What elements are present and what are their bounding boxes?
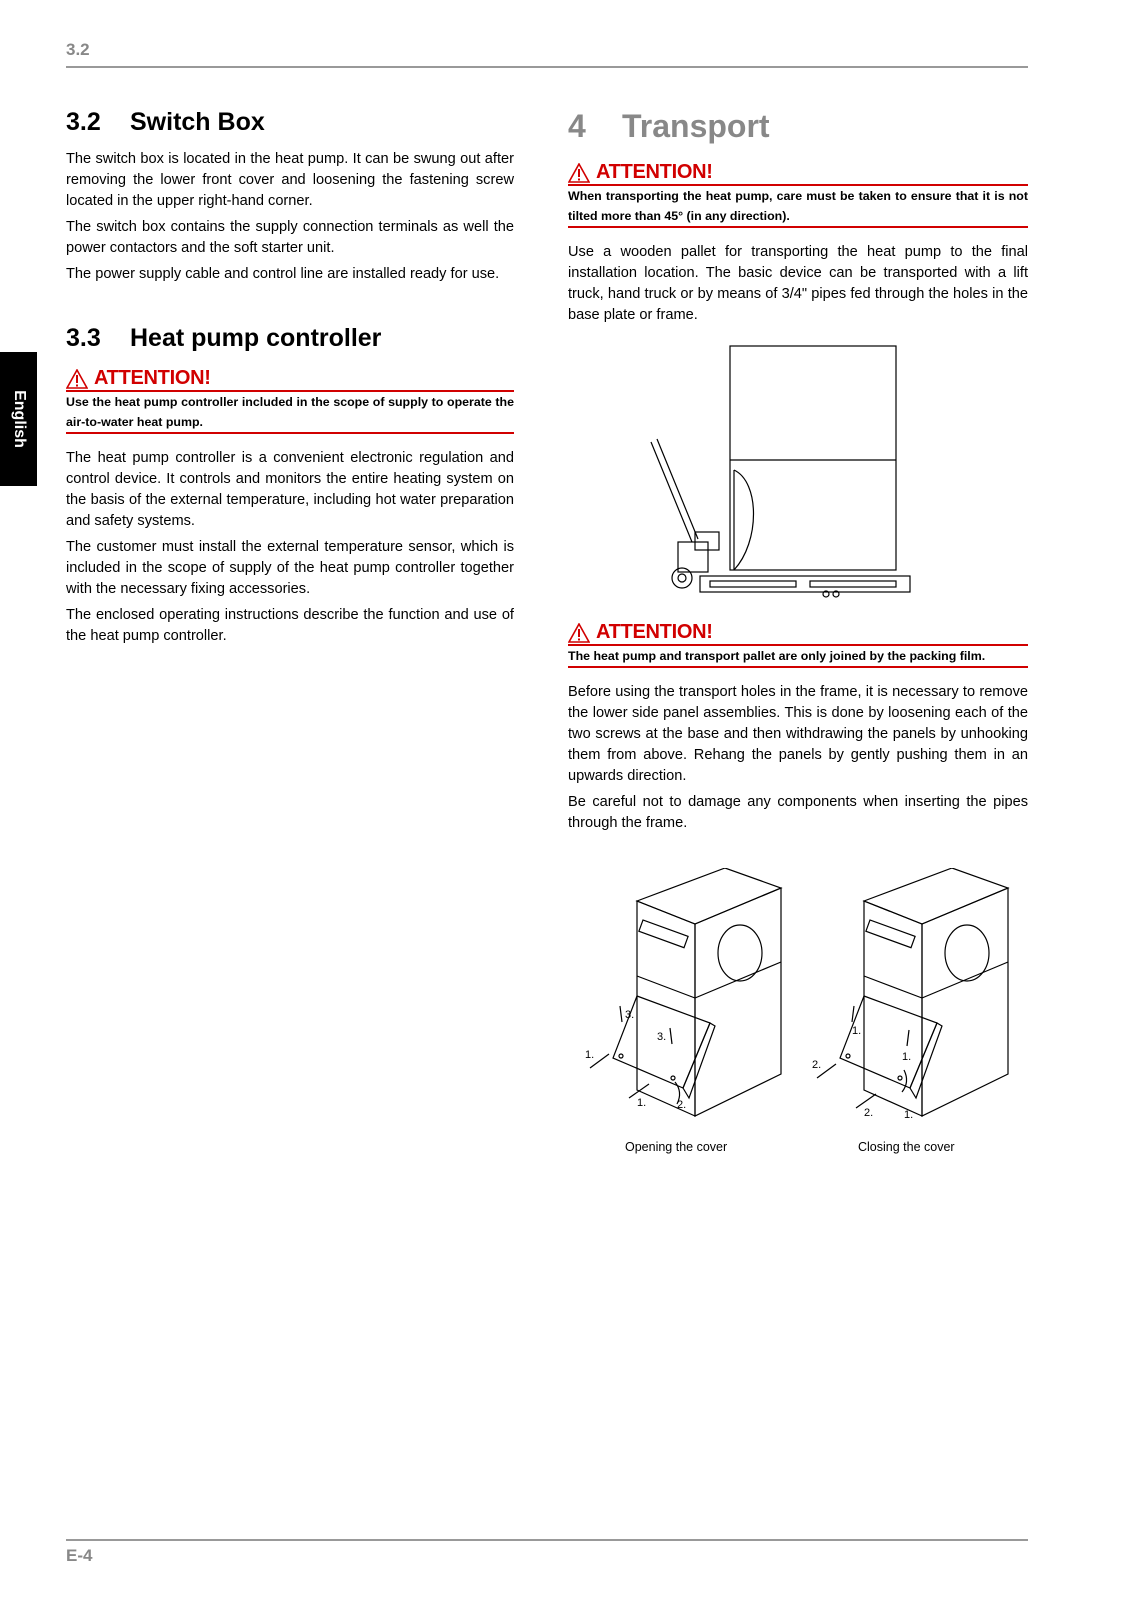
attention-label: ATTENTION! <box>596 621 713 643</box>
step-label: 1. <box>585 1049 595 1061</box>
footer-page-number: E-4 <box>66 1546 93 1565</box>
attention-box <box>66 367 514 434</box>
paragraph: The power supply cable and control line are installed ready for use. <box>66 266 500 282</box>
right-column <box>568 108 1028 331</box>
attention-box <box>568 161 1028 228</box>
step-label: 2. <box>812 1059 822 1071</box>
left-column-3-3 <box>66 324 514 652</box>
step-label: 1. <box>904 1109 914 1121</box>
closing-cover-illustration <box>812 868 1012 1128</box>
paragraph: The switch box is located in the heat pump. It can be swung out after removing the lower front cover and loosening the fastening screw located in the upper right-hand corner. <box>66 151 514 209</box>
attention-text: Use the heat pump controller included in the scope of supply to operate the air-to-water heat pump. <box>66 395 514 429</box>
section-4-heading <box>568 108 1028 145</box>
footer-rule <box>66 1539 1028 1541</box>
paragraph: The switch box contains the supply connection terminals as well the power contactors and the soft starter unit. <box>66 219 514 256</box>
paragraph: The heat pump controller is a convenient electronic regulation and control device. It controls and monitors the entire heating system on the basis of the external temperature, including hot water preparation and safety systems. <box>66 450 514 529</box>
attention-text: When transporting the heat pump, care must be taken to ensure that it is not tilted more than 45° (in any direction). <box>568 189 1028 223</box>
paragraph: Use a wooden pallet for transporting the heat pump to the final installation location. The basic device can be transported with a lift truck, hand truck or by means of 3/4" pipes fed through the holes in the base plate or frame. <box>568 244 1028 323</box>
step-label: 1. <box>637 1097 647 1109</box>
section-number: 3.3 <box>66 324 101 352</box>
warning-icon <box>568 163 590 183</box>
header-section-number: 3.2 <box>66 40 90 59</box>
language-tab[interactable] <box>0 352 37 486</box>
right-column-lower <box>568 621 1028 839</box>
attention-label: ATTENTION! <box>94 367 211 389</box>
section-title: Switch Box <box>130 108 265 136</box>
step-label: 1. <box>902 1051 912 1063</box>
attention-text: The heat pump and transport pallet are only joined by the packing film. <box>568 649 986 663</box>
section-number: 3.2 <box>66 108 101 136</box>
attention-header <box>66 367 514 390</box>
section-number: 4 <box>568 108 586 144</box>
paragraph: The customer must install the external temperature sensor, which is included in the scope of supply of the heat pump controller together with the necessary fixing accessories. <box>66 539 514 597</box>
hand-truck-illustration <box>650 342 920 612</box>
paragraph: The enclosed operating instructions describe the function and use of the heat pump controller. <box>66 607 514 644</box>
header-rule <box>66 66 1028 68</box>
language-tab-label: English <box>10 390 28 448</box>
section-title: Heat pump controller <box>130 324 382 352</box>
attention-box <box>568 621 1028 668</box>
step-label: 2. <box>864 1107 874 1119</box>
figure-caption-closing: Closing the cover <box>858 1140 955 1154</box>
paragraph: Before using the transport holes in the frame, it is necessary to remove the lower side panel assemblies. This is done by loosening each of the two screws at the base and then withdrawing the panels by unhooking them from above. Rehang the panels by gently pushing them in an upwards direction. <box>568 684 1028 784</box>
section-3-2-heading <box>66 108 514 137</box>
warning-icon <box>568 623 590 643</box>
left-column <box>66 108 514 290</box>
step-label: 1. <box>852 1025 862 1037</box>
step-label: 2. <box>677 1099 687 1111</box>
step-label: 3. <box>657 1031 667 1043</box>
attention-label: ATTENTION! <box>596 161 713 183</box>
figure-caption-opening: Opening the cover <box>625 1140 728 1154</box>
attention-header <box>568 621 1028 644</box>
warning-icon <box>66 369 88 389</box>
attention-header <box>568 161 1028 184</box>
paragraph: Be careful not to damage any components when inserting the pipes through the frame. <box>568 794 1028 831</box>
step-label: 3. <box>625 1009 635 1021</box>
opening-cover-illustration <box>585 868 785 1128</box>
section-3-3-heading <box>66 324 514 353</box>
section-title: Transport <box>622 108 770 144</box>
